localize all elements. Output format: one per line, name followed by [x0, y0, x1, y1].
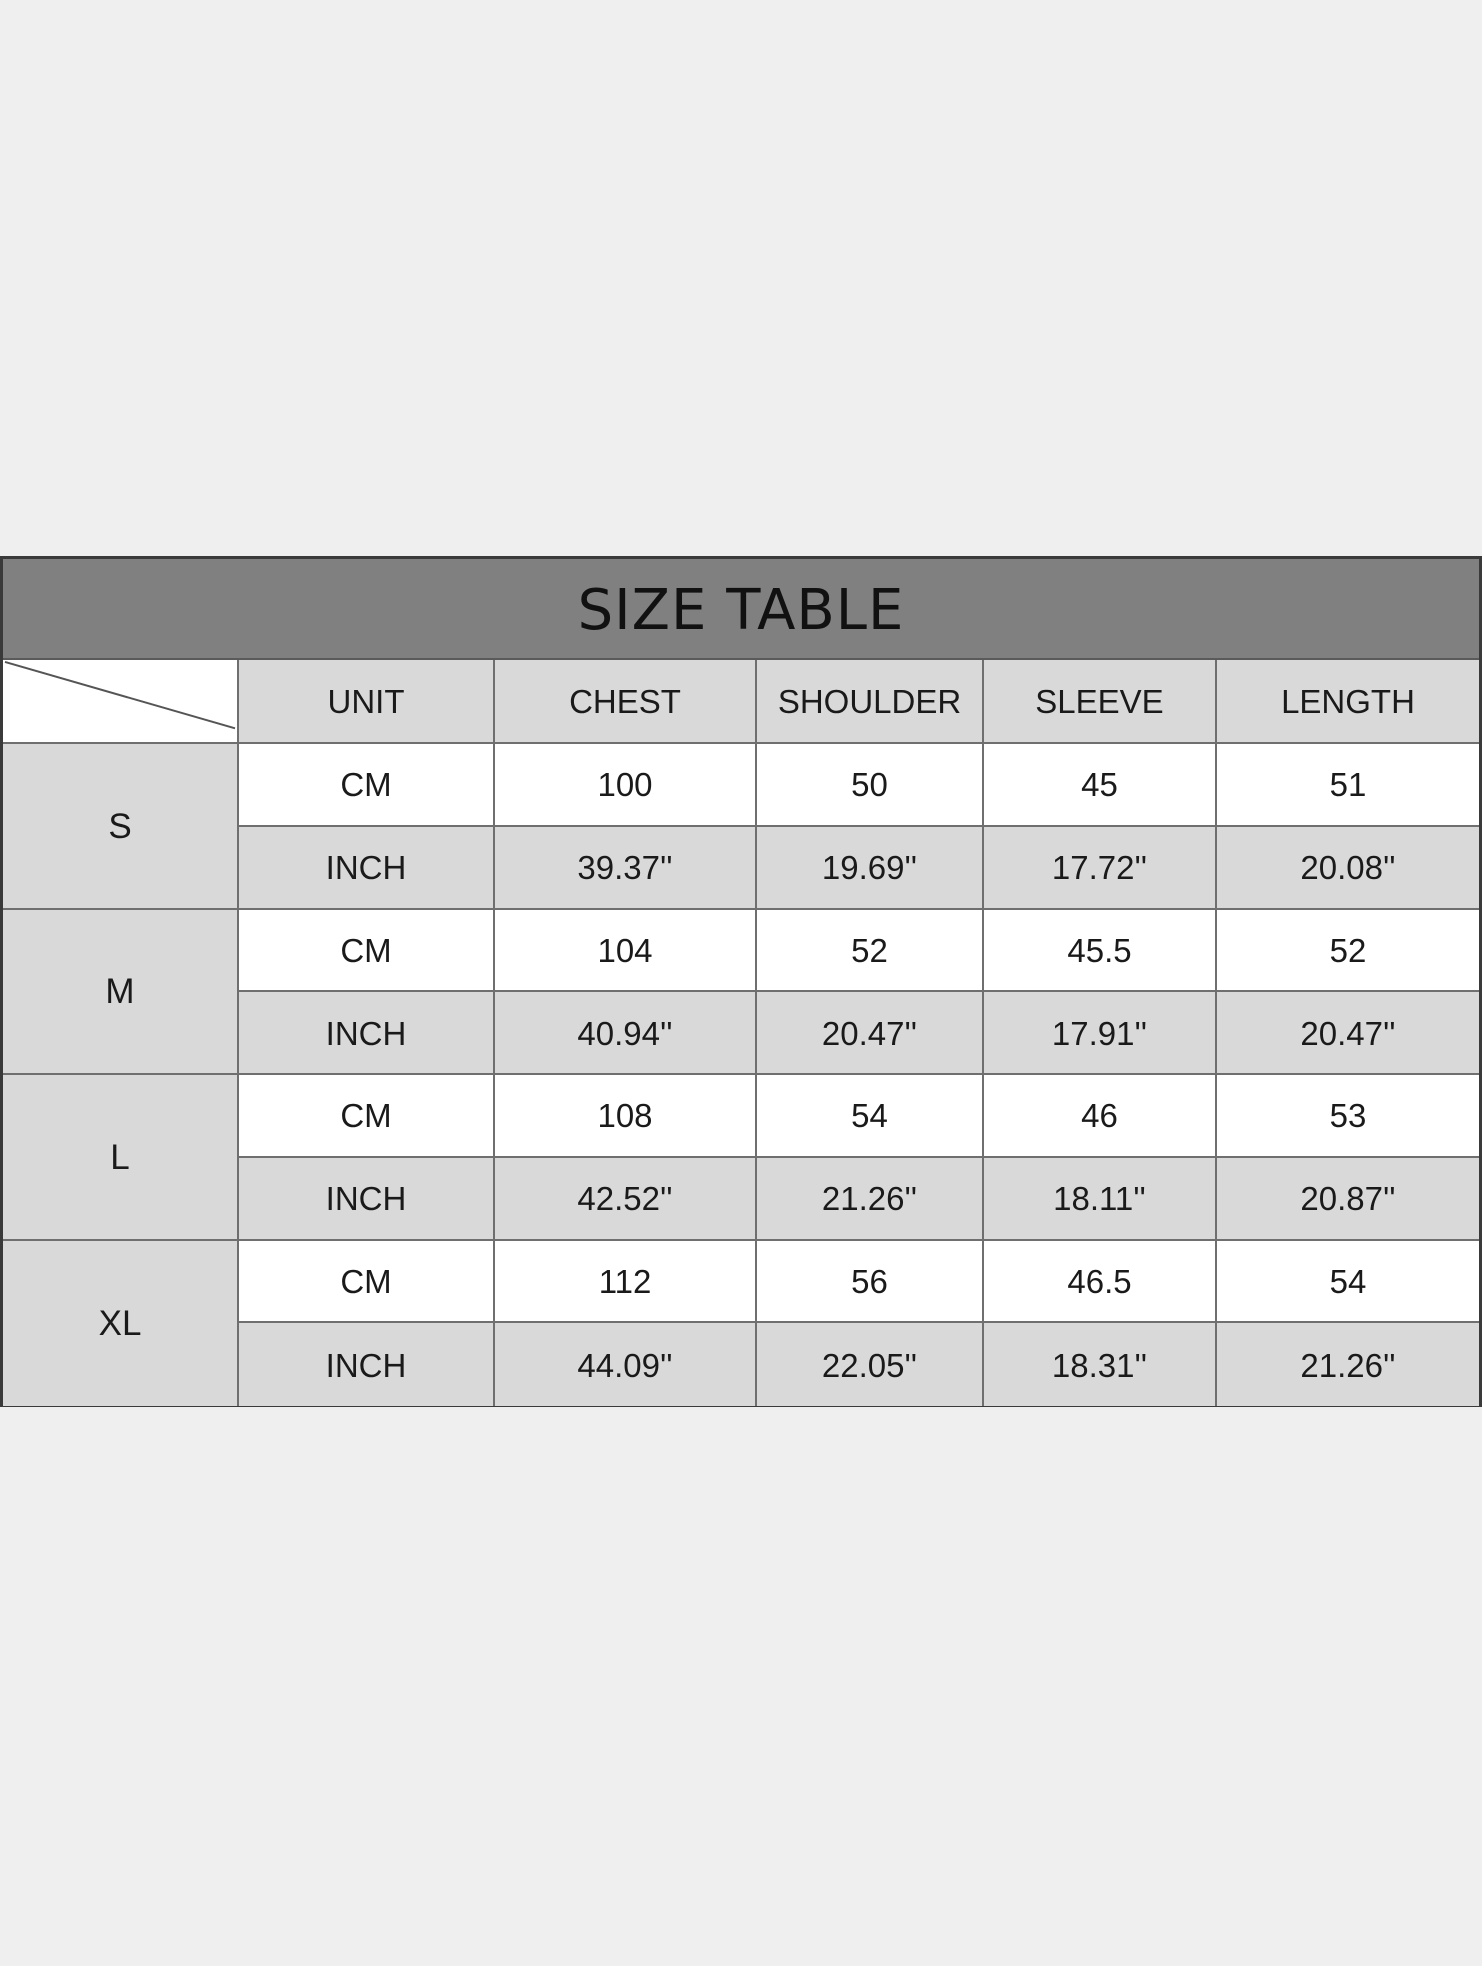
corner-diagonal-cell	[3, 660, 239, 744]
unit-cell: INCH	[239, 1158, 495, 1241]
header-length: LENGTH	[1217, 660, 1479, 744]
unit-cell: INCH	[239, 827, 495, 910]
length-cell: 20.08''	[1217, 827, 1479, 910]
unit-cell: INCH	[239, 992, 495, 1075]
length-cell: 20.87''	[1217, 1158, 1479, 1241]
length-cell: 53	[1217, 1075, 1479, 1158]
shoulder-cell: 56	[757, 1241, 984, 1324]
size-label-l: L	[3, 1075, 239, 1241]
size-label-s: S	[3, 744, 239, 910]
sleeve-cell: 18.31''	[984, 1323, 1217, 1406]
title-bar	[3, 559, 1479, 660]
shoulder-cell: 54	[757, 1075, 984, 1158]
chest-cell: 100	[495, 744, 757, 827]
size-grid	[3, 660, 1479, 1404]
chest-cell: 104	[495, 910, 757, 993]
shoulder-cell: 21.26''	[757, 1158, 984, 1241]
sleeve-cell: 46	[984, 1075, 1217, 1158]
sleeve-cell: 17.91''	[984, 992, 1217, 1075]
size-label-m: M	[3, 910, 239, 1076]
header-shoulder: SHOULDER	[757, 660, 984, 744]
sleeve-cell: 45	[984, 744, 1217, 827]
shoulder-cell: 50	[757, 744, 984, 827]
chest-cell: 44.09''	[495, 1323, 757, 1406]
unit-cell: CM	[239, 1241, 495, 1324]
length-cell: 20.47''	[1217, 992, 1479, 1075]
size-label-xl: XL	[3, 1241, 239, 1407]
chest-cell: 40.94''	[495, 992, 757, 1075]
chest-cell: 112	[495, 1241, 757, 1324]
length-cell: 21.26''	[1217, 1323, 1479, 1406]
shoulder-cell: 22.05''	[757, 1323, 984, 1406]
header-sleeve: SLEEVE	[984, 660, 1217, 744]
length-cell: 54	[1217, 1241, 1479, 1324]
chest-cell: 108	[495, 1075, 757, 1158]
sleeve-cell: 17.72''	[984, 827, 1217, 910]
size-table	[0, 556, 1482, 1407]
unit-cell: CM	[239, 1075, 495, 1158]
unit-cell: CM	[239, 910, 495, 993]
sleeve-cell: 45.5	[984, 910, 1217, 993]
unit-cell: INCH	[239, 1323, 495, 1406]
header-unit: UNIT	[239, 660, 495, 744]
shoulder-cell: 20.47''	[757, 992, 984, 1075]
shoulder-cell: 52	[757, 910, 984, 993]
diagonal-line-icon	[3, 660, 237, 742]
chest-cell: 39.37''	[495, 827, 757, 910]
length-cell: 51	[1217, 744, 1479, 827]
sleeve-cell: 18.11''	[984, 1158, 1217, 1241]
table-title: SIZE TABLE	[577, 578, 905, 643]
length-cell: 52	[1217, 910, 1479, 993]
unit-cell: CM	[239, 744, 495, 827]
sleeve-cell: 46.5	[984, 1241, 1217, 1324]
header-chest: CHEST	[495, 660, 757, 744]
shoulder-cell: 19.69''	[757, 827, 984, 910]
chest-cell: 42.52''	[495, 1158, 757, 1241]
